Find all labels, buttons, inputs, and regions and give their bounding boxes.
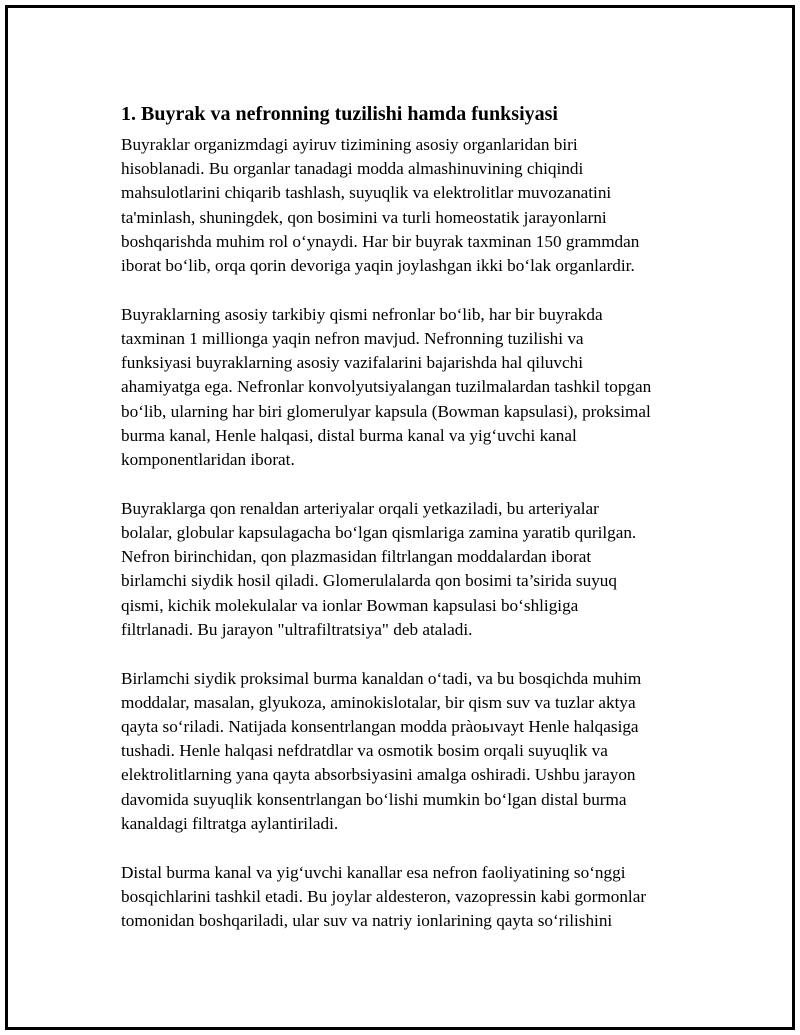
page-frame bbox=[5, 5, 795, 1030]
paragraph-line: kanaldagi filtratga aylantiriladi. bbox=[121, 813, 339, 833]
paragraph-4 bbox=[121, 667, 701, 836]
paragraph-line: burma kanal, Henle halqasi, distal burma kanal va yig‘uvchi kanal bbox=[121, 425, 577, 445]
paragraph-line: moddalar, masalan, glyukoza, aminokislotalar, bir qism suv va tuzlar aktya bbox=[121, 692, 636, 712]
paragraph-line: iborat bo‘lib, orqa qorin devoriga yaqin joylashgan ikki bo‘lak organlardir. bbox=[121, 256, 635, 276]
paragraph-line: qismi, kichik molekulalar va ionlar Bowman kapsulasi bo‘shligiga bbox=[121, 595, 579, 615]
paragraph-line: komponentlaridan iborat. bbox=[121, 450, 295, 470]
paragraph-line: davomida suyuqlik konsentrlangan bo‘lishi mumkin bo‘lgan distal burma bbox=[121, 789, 627, 809]
paragraph-line: qayta so‘riladi. Natijada konsentrlangan modda pràоьıvayt Henle halqasiga bbox=[121, 717, 639, 737]
paragraph-list bbox=[121, 133, 701, 933]
paragraph-line: elektrolitlarning yana qayta absorbsiyasini amalga oshiradi. Ushbu jarayon bbox=[121, 765, 636, 785]
paragraph-line: tushadi. Henle halqasi nefdratdlar va osmotik bosim orqali suyuqlik va bbox=[121, 741, 608, 761]
paragraph-line: funksiyasi buyraklarning asosiy vazifalarini bajarishda hal qiluvchi bbox=[121, 353, 584, 373]
paragraph-line: birlamchi siydik hosil qiladi. Glomerulalarda qon bosimi ta’sirida suyuq bbox=[121, 571, 617, 591]
paragraph-line: Buyraklarning asosiy tarkibiy qismi nefronlar bo‘lib, har bir buyrakda bbox=[121, 304, 603, 324]
document-body bbox=[121, 101, 701, 958]
paragraph-line: hisoblanadi. Bu organlar tanadagi modda almashinuvining chiqindi bbox=[121, 159, 584, 179]
paragraph-line: taxminan 1 millionga yaqin nefron mavjud. Nefronning tuzilishi va bbox=[121, 329, 584, 349]
paragraph-line: bosqichlarini tashkil etadi. Bu joylar aldesteron, vazopressin kabi gormonlar bbox=[121, 886, 647, 906]
paragraph-2 bbox=[121, 303, 701, 472]
paragraph-line: Buyraklarga qon renaldan arteriyalar orqali yetkaziladi, bu arteriyalar bbox=[121, 498, 599, 518]
paragraph-line: Buyraklar organizmdagi ayiruv tizimining asosiy organlaridan biri bbox=[121, 135, 578, 154]
paragraph-line: Nefron birinchidan, qon plazmasidan filtrlangan moddalardan iborat bbox=[121, 547, 592, 567]
paragraph-line: ta'minlash, shuningdek, qon bosimini va turli homeostatik jarayonlarni bbox=[121, 207, 607, 227]
paragraph-line: tomonidan boshqariladi, ular suv va natriy ionlarining qayta so‘rilishini bbox=[121, 911, 613, 931]
paragraph-5 bbox=[121, 861, 701, 934]
paragraph-3 bbox=[121, 497, 701, 642]
paragraph-line: boshqarishda muhim rol o‘ynaydi. Har bir buyrak taxminan 150 grammdan bbox=[121, 231, 640, 251]
paragraph-line: bo‘lib, ularning har biri glomerulyar kapsula (Bowman kapsulasi), proksimal bbox=[121, 401, 651, 421]
paragraph-line: Distal burma kanal va yig‘uvchi kanallar esa nefron faoliyatining so‘nggi bbox=[121, 862, 626, 882]
paragraph-1 bbox=[121, 133, 701, 278]
document-title: 1. Buyrak va nefronning tuzilishi hamda funksiyasi bbox=[121, 103, 558, 125]
paragraph-line: ahamiyatga ega. Nefronlar konvolyutsiyalangan tuzilmalardan tashkil topgan bbox=[121, 377, 652, 397]
paragraph-line: mahsulotlarini chiqarib tashlash, suyuqlik va elektrolitlar muvozanatini bbox=[121, 183, 612, 203]
paragraph-line: filtrlanadi. Bu jarayon "ultrafiltratsiya" deb ataladi. bbox=[121, 619, 473, 639]
paragraph-line: bolalar, globular kapsulagacha bo‘lgan qismlariga zamina yaratib qurilgan. bbox=[121, 523, 637, 543]
paragraph-line: Birlamchi siydik proksimal burma kanaldan o‘tadi, va bu bosqichda muhim bbox=[121, 668, 642, 688]
